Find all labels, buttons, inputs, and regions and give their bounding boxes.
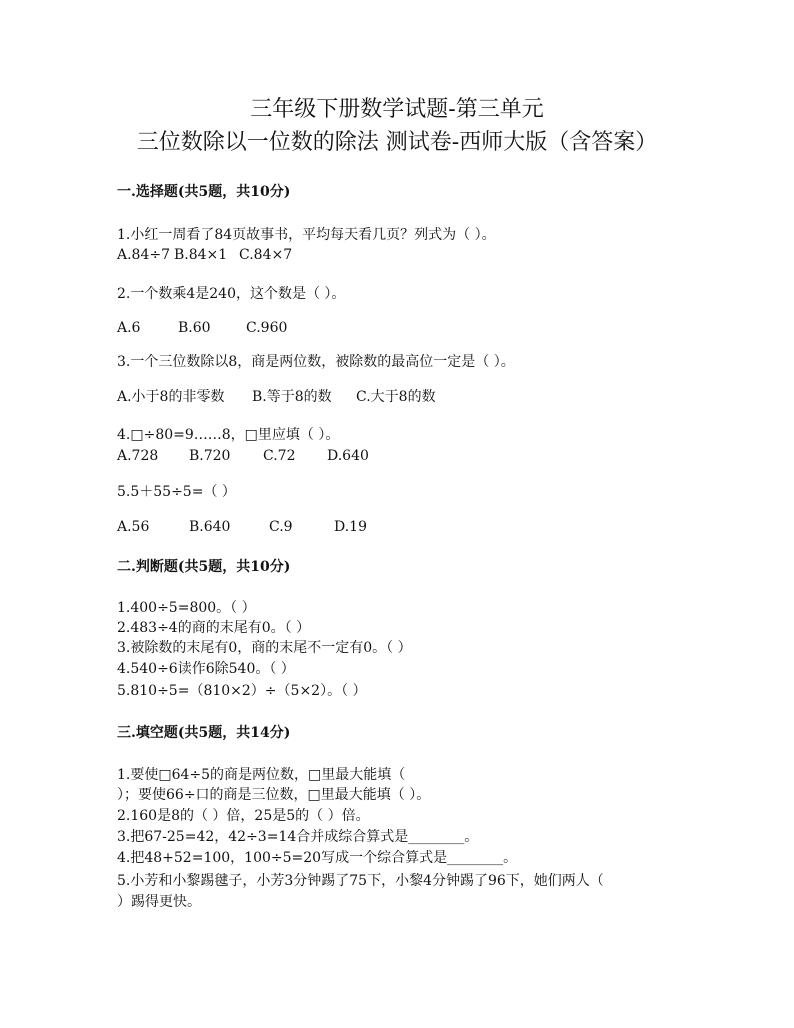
question-5-option-c: C.9	[269, 519, 293, 535]
fill-line-7: ）踢得更快。	[117, 894, 201, 910]
judgment-line-5: 5.810÷5=（810×2）÷（5×2）。（ ）	[117, 683, 367, 699]
fill-line-1: 1.要使□64÷5的商是两位数，□里最大能填（	[117, 767, 406, 783]
question-3-stem: 3.一个三位数除以8，商是两位数，被除数的最高位一定是（ ）。	[117, 354, 515, 370]
judgment-line-1: 1.400÷5=800。（ ）	[117, 600, 256, 616]
judgment-line-3: 3.被除数的末尾有0，商的末尾不一定有0。（ ）	[117, 640, 412, 656]
question-5-options	[117, 517, 367, 537]
question-3-option-a: A.小于8的非零数	[117, 389, 225, 405]
question-3-option-b: B.等于8的数	[252, 389, 332, 405]
question-5-option-d: D.19	[334, 519, 367, 535]
question-1-option-a: A.84÷7	[117, 247, 171, 263]
section-heading-choice: 一.选择题(共5题，共10分)	[117, 184, 291, 200]
question-4-option-b: B.720	[189, 448, 231, 464]
page-title-line-2: 三位数除以一位数的除法 测试卷-西师大版（含答案）	[136, 130, 658, 155]
question-4-option-d: D.640	[327, 448, 369, 464]
question-2-option-b: B.60	[178, 320, 211, 336]
fill-line-6: 5.小芳和小黎踢毽子，小芳3分钟踢了75下，小黎4分钟踢了96下，她们两人（	[117, 873, 604, 889]
section-heading-judgment: 二.判断题(共5题，共10分)	[117, 559, 291, 575]
fill-line-3: 2.160是8的（ ）倍，25是5的（ ）倍。	[117, 808, 370, 824]
fill-line-2: ）；要使66÷口的商是三位数，□里最大能填（ ）。	[117, 787, 431, 803]
page-title-line-1: 三年级下册数学试题-第三单元	[250, 97, 544, 122]
question-1-stem: 1.小红一周看了84页故事书，平均每天看几页？列式为（ ）。	[117, 227, 496, 243]
question-3-options	[117, 387, 436, 407]
question-5-stem: 5.5＋55÷5=（ ）	[117, 484, 236, 500]
question-4-option-a: A.728	[117, 448, 159, 464]
question-5-option-a: A.56	[117, 519, 150, 535]
question-2-options	[117, 318, 287, 338]
question-4-option-c: C.72	[263, 448, 296, 464]
question-1-options	[117, 245, 292, 265]
question-4-stem: 4.□÷80=9……8，□里应填（ ）。	[117, 427, 340, 443]
question-2-option-a: A.6	[117, 320, 141, 336]
question-5-option-b: B.640	[189, 519, 231, 535]
question-4-options	[117, 446, 369, 466]
judgment-line-4: 4.540÷6读作6除540。（ ）	[117, 661, 295, 677]
question-2-option-c: C.960	[246, 320, 288, 336]
fill-line-4: 3.把67-25=42，42÷3=14合并成综合算式是________。	[117, 829, 479, 845]
question-3-option-c: C.大于8的数	[356, 389, 436, 405]
question-1-option-b: B.84×1	[174, 247, 228, 263]
section-heading-fill-blank: 三.填空题(共5题，共14分)	[117, 725, 291, 741]
question-2-stem: 2.一个数乘4是240，这个数是（ ）。	[117, 286, 346, 302]
question-1-option-c: C.84×7	[239, 247, 293, 263]
judgment-line-2: 2.483÷4的商的末尾有0。（ ）	[117, 620, 311, 636]
fill-line-5: 4.把48+52=100，100÷5=20写成一个综合算式是________。	[117, 850, 518, 866]
